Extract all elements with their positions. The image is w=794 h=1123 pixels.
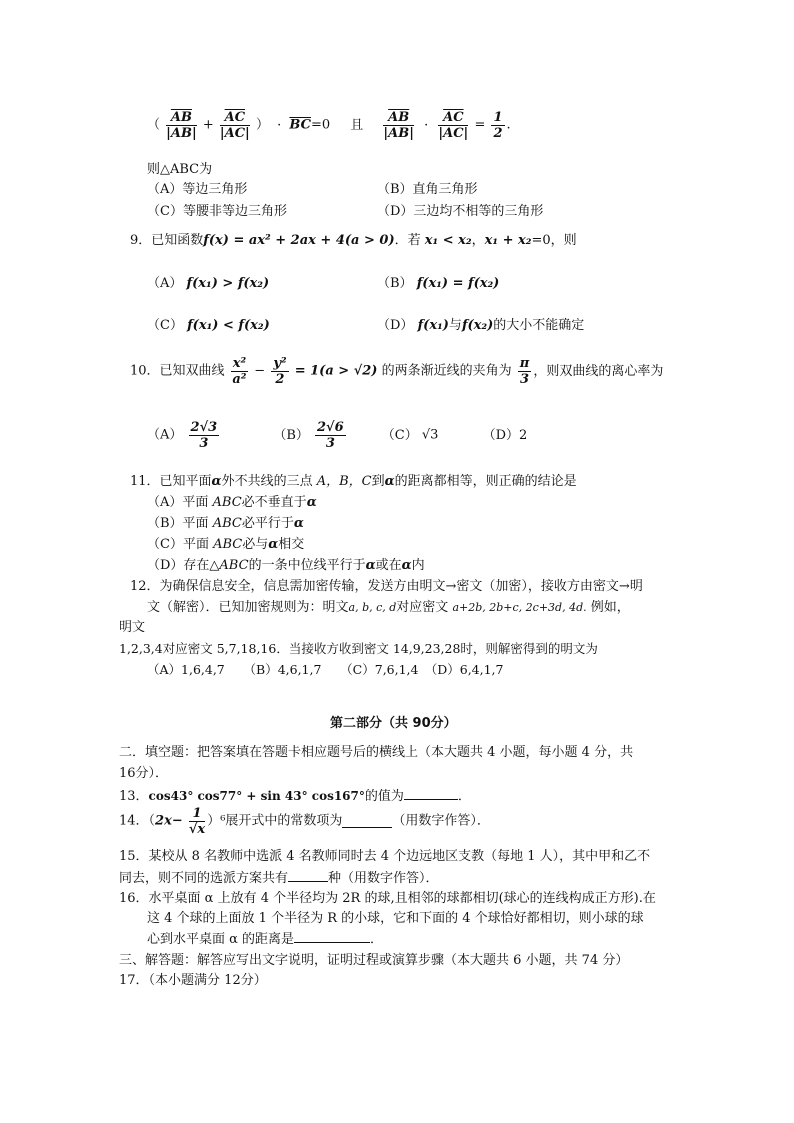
q11-abc-d: ABC: [219, 558, 249, 573]
q11-opt-d-1: （D）存在△: [147, 558, 220, 573]
q10-frac-y: [271, 356, 288, 387]
q9-opt-a-label: （A）: [147, 276, 183, 291]
q14-frac-num: 1: [189, 806, 205, 822]
q8-abs-ab2: |AB|: [383, 126, 414, 141]
q10-y-den: 2: [275, 372, 285, 387]
q9-opt-d-math2: f(x₂): [461, 318, 494, 333]
q10-x-num: x²: [232, 356, 247, 371]
q9-opt-b: [377, 275, 499, 293]
q10-suffix: ，则双曲线的离心率为: [533, 363, 664, 379]
q14-math: 2x−: [155, 813, 183, 829]
q8-opt-a: （A）等边三角形: [147, 182, 248, 197]
q9-opt-b-math: f(x₁) = f(x₂): [416, 276, 500, 291]
q11-alpha-a: α: [306, 495, 317, 510]
q8-and: 且: [350, 117, 364, 133]
q10-opt-d: （D）2: [482, 427, 528, 443]
q12-line2-3: 例如，: [590, 600, 630, 615]
q8-vec-ac: $\overline{AC}$: [220, 110, 250, 126]
q12-line3: 明文: [119, 620, 146, 635]
q11-opt-d-3: 或在: [375, 558, 402, 573]
q8-then: 则△ABC为: [147, 162, 213, 177]
solve-intro: 三、解答题：解答应写出文字说明，证明过程或演算步骤（本大题共 6 小题，共 74 分）: [119, 953, 629, 968]
q10-mid: 的两条渐近线的夹角为: [381, 363, 512, 379]
q12-line1: 12．为确保信息安全，信息需加密传输，发送方由明文→密文（加密），接收方由密文→明: [130, 579, 643, 594]
q8-half-num: 1: [493, 110, 503, 125]
q12-line2-2: 对应密文: [396, 600, 449, 615]
q14-frac-den: √x: [188, 822, 206, 837]
q10-opt-c: √3: [421, 427, 439, 443]
q11-stem: [130, 473, 577, 491]
q8-frac-ab2: [383, 110, 414, 141]
q8-abs-ac: |AC|: [219, 126, 250, 141]
q9-opt-c-math: f(x₁) < f(x₂): [187, 318, 270, 333]
q8-vec-ab2: $\overline{AB}$: [383, 110, 414, 126]
q8-abs-ac2: |AC|: [438, 126, 469, 141]
q10-prefix: 10．已知双曲线: [130, 363, 225, 379]
q11-opt-b-1: （B）平面: [147, 516, 209, 531]
q11-alpha-d1: α: [365, 558, 376, 573]
q13: [119, 787, 471, 806]
q10-opt-b-label: （B）: [273, 427, 309, 443]
fill-intro-1: 二．填空题：把答案填在答题卡相应题号后的横线上（本大题共 4 小题，每小题 4 分，共: [119, 745, 634, 760]
q11-opt-d-4: 内: [411, 558, 425, 573]
q10-opt-a-den: 3: [199, 436, 209, 451]
q9-opt-c: [147, 317, 270, 335]
q9-opt-a: [147, 275, 269, 293]
q9-suffix: =0，则: [531, 233, 577, 248]
q15-line2: [119, 869, 439, 888]
q9-opt-c-label: （C）: [147, 318, 183, 333]
q11-opt-a-1: （A）平面: [147, 495, 209, 510]
q9-stem: [130, 232, 577, 250]
q8-opt-d: （D）三边均不相等的三角形: [377, 204, 544, 219]
q8-abs-ab: |AB|: [166, 126, 197, 141]
q10-frac-x: [231, 356, 248, 387]
q8-vec-bc: $\overline{BC}$: [289, 117, 311, 133]
q10-opt-a: [189, 420, 220, 451]
q8-frac-ab: [166, 110, 197, 141]
q9-prefix: 9．已知函数: [130, 233, 204, 248]
q9-opt-d-label: （D）: [377, 318, 414, 333]
q10-x-den: a²: [232, 372, 247, 387]
q11-alpha-b: α: [293, 516, 304, 531]
q13-end: ．: [457, 789, 471, 804]
q15-line2-text: 同去，则不同的选派方案共有: [119, 871, 289, 886]
q11-opt-c-1: （C）平面: [147, 537, 209, 552]
q9-mid: ．若: [394, 233, 421, 248]
q11-opt-b: [147, 515, 304, 533]
q10-minus: −: [254, 363, 266, 379]
q9-opt-d-math1: f(x₁): [417, 318, 449, 333]
q14-frac: [189, 806, 205, 837]
q8-eq0: =0: [310, 117, 331, 133]
q11-opt-d-2: 的一条中位线平行于: [248, 558, 366, 573]
q11-alpha-d2: α: [401, 558, 412, 573]
q10-stem: [130, 356, 663, 396]
q11-alpha-2: α: [384, 474, 395, 489]
q13-answer-blank[interactable]: [404, 787, 458, 800]
q11-opt-c-2: 必与: [242, 537, 269, 552]
q16-line3-text: 心到水平桌面 α 的距离是: [147, 932, 295, 947]
q17-title: 17．（本小题满分 12分）: [119, 973, 267, 988]
q16-line3-end: ．: [370, 932, 384, 947]
q10-ang-num: π: [519, 356, 530, 371]
q15-answer-blank[interactable]: [288, 869, 328, 882]
q10-opt-a-label: （A）: [147, 427, 183, 443]
q11-opt-a: [147, 494, 317, 512]
q11-alpha: α: [211, 474, 222, 489]
q8-frac-ac: [220, 110, 250, 141]
q8-vec-ac2: $\overline{AC}$: [438, 110, 468, 126]
q10-frac-angle: [518, 356, 532, 387]
q8-frac-ac2: [438, 110, 468, 141]
q15-line2-tail: 种（用数字作答）．: [328, 871, 439, 886]
q9-comma: ，: [471, 233, 485, 248]
q12-line2-vars: a, b, c, d: [348, 601, 397, 614]
part2-title: 第二部分（共 90分）: [330, 716, 457, 731]
q14: [119, 806, 490, 846]
q12-line2-vars2: a+2b, 2b+c, 2c+3d, 4d.: [452, 601, 587, 614]
q11-points: A，B，C: [316, 474, 372, 489]
q15-line1: 15．某校从 8 名教师中选派 4 名教师同时去 4 个边远地区支教（每地 1 人），其中甲和乙不: [119, 849, 651, 864]
q11-opt-c: [147, 536, 304, 554]
q13-tail: 的值为: [364, 789, 404, 804]
q8-dot: ·: [277, 117, 282, 133]
q16-line1: 16．水平桌面 α 上放有 4 个半径均为 2R 的球,且相邻的球都相切(球心的连线构成正方形).在: [119, 891, 656, 906]
q11-abc-b: ABC: [212, 516, 242, 531]
q8-frac-half: [491, 110, 504, 141]
q13-math: cos43° cos77° + sin 43° cos167°: [148, 789, 365, 803]
q9-opt-b-label: （B）: [377, 276, 413, 291]
q13-num: 13．: [119, 789, 149, 804]
q10-opt-b-num: 2√6: [317, 420, 344, 435]
q14-answer-blank[interactable]: [342, 815, 392, 828]
q12-line2-1: 文（解密）．已知加密规则为：明文: [147, 600, 349, 615]
q16-line2: 这 4 个球的上面放 1 个半径为 R 的小球，它和下面的 4 个球恰好都相切，则小球的球: [147, 911, 644, 926]
q9-opt-d-suffix: 的大小不能确定: [493, 318, 585, 333]
q11-opt-b-2: 必平行于: [241, 516, 294, 531]
q10-rhs: = 1(a > √2): [294, 363, 378, 379]
q9-func: f(x) = ax² + 2ax + 4(a > 0): [203, 233, 395, 248]
q10-opt-c-label: （C）: [381, 427, 418, 443]
q16-answer-blank[interactable]: [294, 930, 370, 943]
q8-dot2: ·: [424, 117, 429, 133]
q11-abc-c: ABC: [213, 537, 243, 552]
q9-opt-d: [377, 317, 584, 335]
q8-vec-ab: $\overline{AB}$: [166, 110, 197, 126]
q11-stem-3: 到: [371, 474, 385, 489]
q8-equation: （ $\frac{\overline{AB}}{|AB|}$ + $\frac{\overline{AC}}{|AC|}$ ） · $\overline{BC}=0$ 且 $\frac{\overline{AB}}{|AB|}$ · $\frac{\overline{AC}}{|AC|}$ = $\frac{1}{2}$ .: [147, 110, 511, 141]
q12-options: （A）1,6,4,7 （B）4,6,1,7 （C）7,6,1,4 （D）6,4,1,7: [147, 662, 504, 677]
q10-y-num: y²: [273, 356, 287, 371]
q14-tail: （用数字作答）．: [392, 813, 490, 829]
q16-line3: [147, 930, 383, 949]
q9-cond2: x₁ + x₂: [484, 233, 532, 248]
q10-ang-den: 3: [519, 372, 530, 387]
q11-opt-c-3: 相交: [278, 537, 305, 552]
q9-opt-a-math: f(x₁) > f(x₂): [186, 276, 270, 291]
q8-opt-c: （C）等腰非等边三角形: [147, 204, 287, 219]
q8-eq: =: [474, 117, 486, 133]
q14-paren: ）⁶展开式中的常数项为: [207, 813, 343, 829]
fill-intro-2: 16分）．: [119, 766, 169, 781]
q10-opt-b: [315, 420, 346, 451]
q11-stem-2: 外不共线的三点: [221, 474, 313, 489]
q12-line2: [147, 599, 630, 617]
q14-num: 14．（: [119, 813, 156, 829]
q10-options: [147, 420, 527, 460]
q11-alpha-c: α: [268, 537, 279, 552]
q11-abc-a: ABC: [212, 495, 242, 510]
q9-cond1: x₁ < x₂: [424, 233, 472, 248]
q11-stem-1: 11．已知平面: [130, 474, 212, 489]
q12-line4: 1,2,3,4对应密文 5,7,18,16．当接收方收到密文 14,9,23,28时，则解密得到的明文为: [119, 641, 598, 656]
q11-stem-4: 的距离都相等，则正确的结论是: [394, 474, 577, 489]
q10-opt-b-den: 3: [325, 436, 335, 451]
q9-opt-d-mid: 与: [448, 318, 462, 333]
q11-opt-d: [147, 557, 425, 575]
q8-opt-b: （B）直角三角形: [377, 182, 478, 197]
q11-opt-a-2: 必不垂直于: [241, 495, 307, 510]
q8-half-den: 2: [493, 126, 503, 141]
q10-opt-a-num: 2√3: [190, 420, 218, 435]
q8-plus: +: [202, 117, 214, 133]
